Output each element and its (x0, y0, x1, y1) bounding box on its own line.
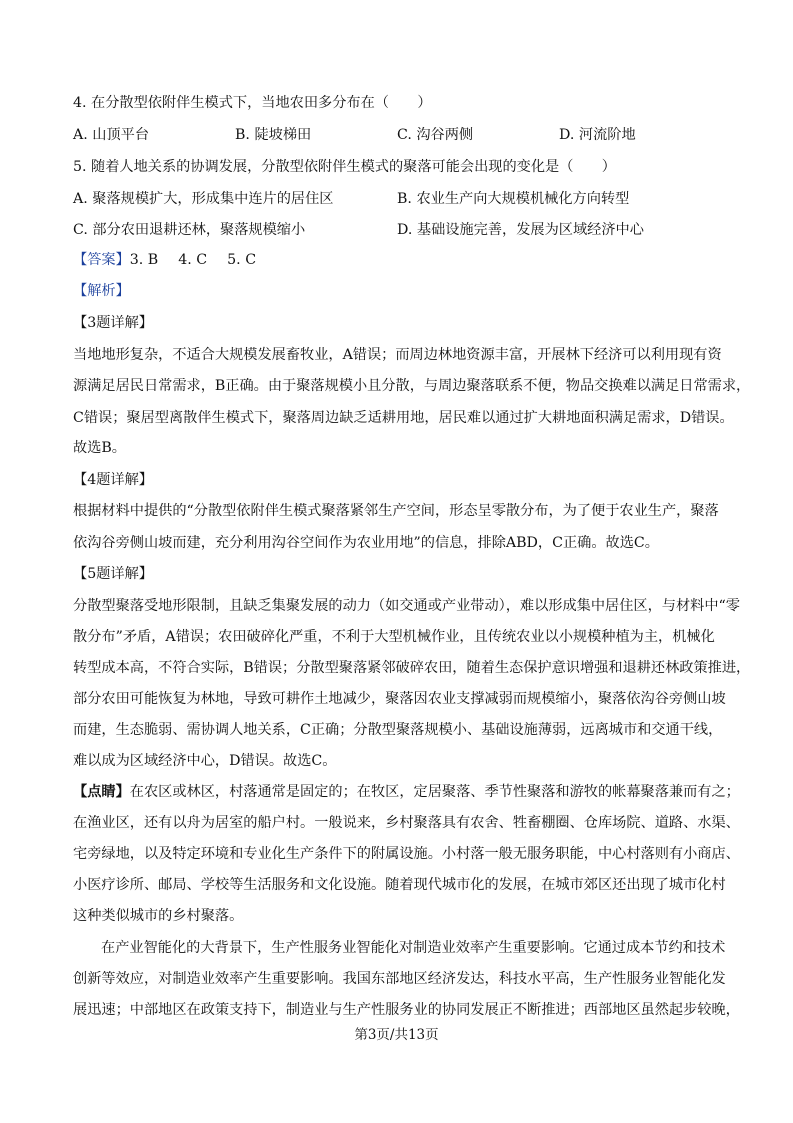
tip-line: 【点睛】在农区或林区，村落通常是固定的；在牧区，定居聚落、季节性聚落和游牧的帐幕聚落兼而有之； (73, 784, 740, 800)
page-footer: 第3页/共13页 (354, 1027, 439, 1043)
q5-stem: 5. 随着人地关系的协调发展，分散型依附伴生模式的聚落可能会出现的变化是（ ） (73, 159, 616, 175)
analysis-label: 【解析】 (73, 283, 130, 299)
answer-line (73, 250, 256, 270)
q4-detail-label: 【4题详解】 (73, 472, 153, 488)
q5-option-b: B. 农业生产向大规模机械化方向转型 (397, 191, 630, 207)
q3-detail-line: 当地地形复杂，不适合大规模发展畜牧业，A错误；而周边林地资源丰富，开展林下经济可以利用现有资 (73, 347, 722, 363)
q3-detail-label: 【3题详解】 (73, 315, 153, 331)
passage-line: 创新等效应，对制造业效率产生重要影响。我国东部地区经济发达，科技水平高，生产性服务业智能化发 (73, 971, 726, 987)
q5-detail-label: 【5题详解】 (73, 566, 153, 582)
q4-stem: 4. 在分散型依附伴生模式下，当地农田多分布在（ ） (73, 95, 432, 111)
passage-line: 展迅速；中部地区在政策支持下，制造业与生产性服务业的协同发展正不断推进；西部地区虽然起步较晚， (73, 1002, 740, 1018)
q5-detail-line: 而建，生态脆弱、需协调人地关系，C正确；分散型聚落规模小、基础设施薄弱，远离城市和交通干线， (73, 722, 723, 738)
tip-line: 在渔业区，还有以舟为居室的船户村。一般说来，乡村聚落具有农舍、牲畜棚圈、仓库场院、道路、水渠、 (73, 815, 740, 831)
q5-option-d: D. 基础设施完善，发展为区域经济中心 (397, 222, 644, 238)
q5-detail-line: 难以成为区域经济中心，D错误。故选C。 (73, 753, 337, 769)
q4-option-d: D. 河流阶地 (559, 127, 636, 143)
q3-detail-line: 故选B。 (73, 440, 126, 456)
tip-line: 这种类似城市的乡村聚落。 (73, 908, 244, 924)
q5-detail-line: 部分农田可能恢复为林地，导致可耕作土地减少，聚落因农业支撑减弱而规模缩小，聚落依沟谷旁侧山坡 (73, 691, 726, 707)
answer-label: 【答案】 (73, 252, 130, 268)
answer-item: 4. C (178, 252, 208, 268)
tip-label: 【点睛】 (73, 784, 130, 800)
tip-line: 小医疗诊所、邮局、学校等生活服务和文化设施。随着现代城市化的发展，在城市郊区还出现了城市化村 (73, 877, 726, 893)
passage-line: 在产业智能化的大背景下，生产性服务业智能化对制造业效率产生重要影响。它通过成本节约和技术 (101, 940, 726, 956)
q5-detail-line: 分散型聚落受地形限制，且缺乏集聚发展的动力（如交通或产业带动），难以形成集中居住区，与材料中“零 (73, 598, 740, 614)
tip-line: 宅旁绿地，以及特定环境和专业化生产条件下的附属设施。小村落一般无服务职能，中心村落则有小商店、 (73, 846, 740, 862)
q3-detail-line: C错误；聚居型离散伴生模式下，聚落周边缺乏适耕用地，居民难以通过扩大耕地面积满足需求，D错误。 (73, 410, 734, 426)
q5-detail-line: 转型成本高，不符合实际，B错误；分散型聚落紧邻破碎农田，随着生态保护意识增强和退耕还林政策推进， (73, 660, 751, 676)
q5-option-a: A. 聚落规模扩大，形成集中连片的居住区 (73, 191, 334, 207)
q4-detail-line: 根据材料中提供的“分散型依附伴生模式聚落紧邻生产空间，形态呈零散分布，为了便于农业生产，聚落 (73, 503, 719, 519)
q5-option-c: C. 部分农田退耕还林，聚落规模缩小 (73, 222, 306, 238)
answer-item: 5. C (227, 252, 257, 268)
q4-option-c: C. 沟谷两侧 (397, 127, 474, 143)
answer-item: 3. B (129, 252, 159, 268)
q5-detail-line: 散分布”矛盾，A错误；农田破碎化严重，不利于大型机械作业，且传统农业以小规模种植为主，机械化 (73, 629, 715, 645)
q3-detail-line: 源满足居民日常需求，B正确。由于聚落规模小且分散，与周边聚落联系不便，物品交换难以满足日常需求， (73, 378, 751, 394)
q4-option-a: A. 山顶平台 (73, 127, 150, 143)
q4-detail-line: 依沟谷旁侧山坡而建，充分利用沟谷空间作为农业用地”的信息，排除ABD，C正确。故选C。 (73, 535, 659, 551)
q4-option-b: B. 陡坡梯田 (235, 127, 312, 143)
